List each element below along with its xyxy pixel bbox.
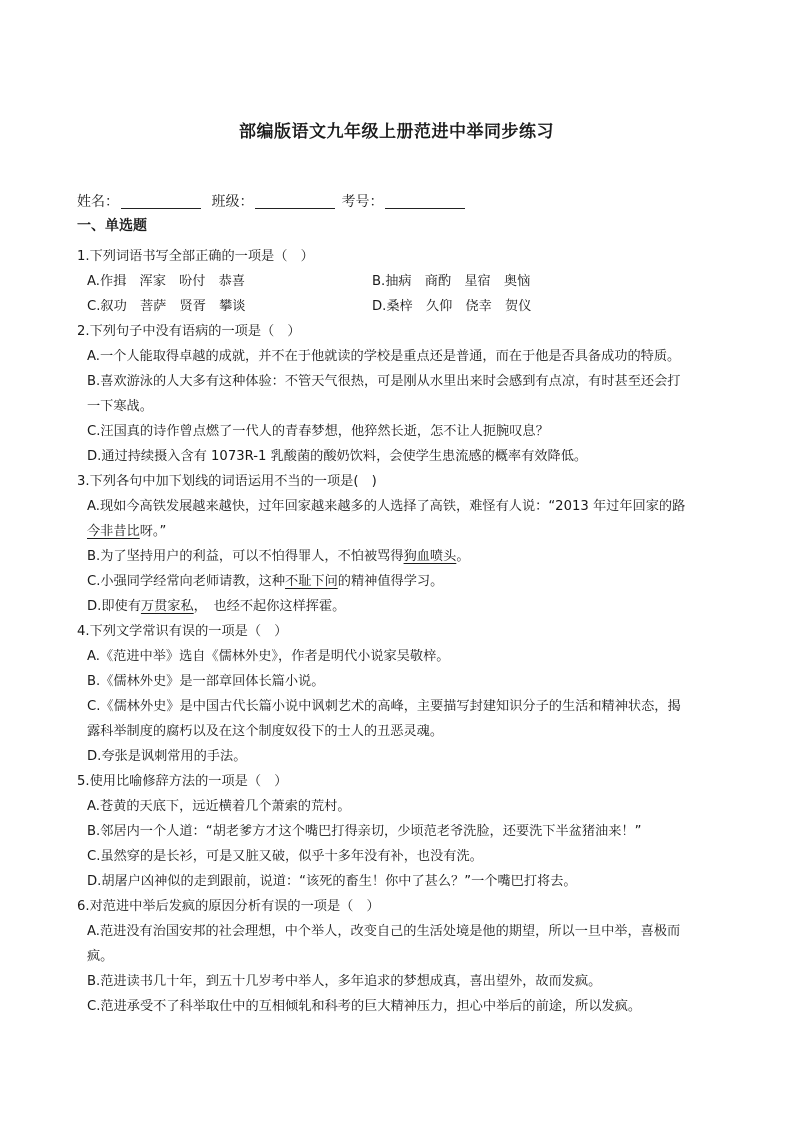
underlined-word: 今非昔比 — [87, 524, 140, 539]
question-5-stem: 5.使用比喻修辞方法的一项是（ ） — [77, 774, 288, 789]
underlined-word: 不耻下问 — [285, 574, 338, 589]
question-4-option-b: B.《儒林外史》是一部章回体长篇小说。 — [87, 674, 325, 689]
question-5-option-d: D.胡屠户凶神似的走到跟前，说道：“该死的畜生！你中了甚么？”一个嘴巴打将去。 — [87, 874, 577, 889]
question-3-option-a-cont: 今非昔比呀。” — [87, 524, 167, 539]
question-2-option-b: B.喜欢游泳的人大多有这种体验：不管天气很热，可是刚从水里出来时会感到有点凉，有时甚至还会打 — [87, 374, 681, 389]
question-1-option-a: A.作揖 浑家 吩付 恭喜 — [87, 274, 246, 289]
question-6-option-a: A.范进没有治国安邦的社会理想，中个举人，改变自己的生活处境是他的期望，所以一旦中举，喜极而 — [87, 924, 681, 939]
class-label: 班级： — [211, 194, 254, 210]
question-3-stem: 3.下列各句中加下划线的词语运用不当的一项是( ) — [77, 474, 377, 489]
question-3-option-a: A.现如今高铁发展越来越快，过年回家越来越多的人选择了高铁，难怪有人说：“2013 年过年回家的路 — [87, 499, 686, 514]
question-6-option-a-cont: 疯。 — [87, 949, 114, 964]
name-blank[interactable] — [121, 194, 201, 209]
question-6-option-c: C.范进承受不了科举取仕中的互相倾轧和科考的巨大精神压力，担心中举后的前途，所以发疯。 — [87, 999, 642, 1014]
question-2-option-b-cont: 一下寒战。 — [87, 399, 153, 414]
class-blank[interactable] — [255, 194, 335, 209]
question-1-option-d: D.桑梓 久仰 侥幸 贺仪 — [372, 299, 532, 314]
question-3-option-d: D.即使有万贯家私， 也经不起你这样挥霍。 — [87, 599, 346, 614]
exam-number-blank[interactable] — [385, 194, 465, 209]
question-4-option-c: C.《儒林外史》是中国古代长篇小说中讽刺艺术的高峰，主要描写封建知识分子的生活和精神状态，揭 — [87, 699, 681, 714]
question-3-option-b: B.为了坚持用户的利益，可以不怕得罪人，不怕被骂得狗血喷头。 — [87, 549, 470, 564]
question-4-option-a: A.《范进中举》选自《儒林外史》，作者是明代小说家吴敬梓。 — [87, 649, 450, 664]
underlined-word: 万贯家私 — [140, 599, 194, 614]
underlined-word: 狗血喷头 — [403, 549, 457, 564]
question-1-option-c: C.叙功 菩萨 贤胥 攀谈 — [87, 299, 246, 314]
student-info-row — [77, 191, 471, 211]
section-title: 一、单选题 — [77, 218, 147, 234]
question-2-stem: 2.下列句子中没有语病的一项是（ ） — [77, 324, 301, 339]
page-title: 部编版语文九年级上册范进中举同步练习 — [239, 122, 554, 142]
question-5-option-b: B.邻居内一个人道：“胡老爹方才这个嘴巴打得亲切，少顷范老爷洗脸，还要洗下半盆猪油来！” — [87, 824, 642, 839]
name-label: 姓名： — [77, 194, 119, 210]
question-6-option-b: B.范进读书几十年，到五十几岁考中举人，多年追求的梦想成真，喜出望外，故而发疯。 — [87, 974, 602, 989]
question-4-stem: 4.下列文学常识有误的一项是（ ） — [77, 624, 288, 639]
question-6-stem: 6.对范进中举后发疯的原因分析有误的一项是（ ） — [77, 899, 380, 914]
question-3-option-c: C.小强同学经常向老师请教，这种不耻下问的精神值得学习。 — [87, 574, 444, 589]
question-5-option-a: A.苍黄的天底下，远近横着几个萧索的荒村。 — [87, 799, 351, 814]
question-2-option-a: A.一个人能取得卓越的成就，并不在于他就读的学校是重点还是普通，而在于他是否具备成功的特质。 — [87, 349, 681, 364]
question-1-stem: 1.下列词语书写全部正确的一项是（ ） — [77, 249, 314, 264]
question-4-option-c-cont: 露科举制度的腐朽以及在这个制度奴役下的士人的丑恶灵魂。 — [87, 724, 444, 739]
question-4-option-d: D.夸张是讽刺常用的手法。 — [87, 749, 247, 764]
exam-number-label: 考号： — [341, 194, 384, 210]
question-5-option-c: C.虽然穿的是长衫，可是又脏又破，似乎十多年没有补，也没有洗。 — [87, 849, 483, 864]
question-2-option-c: C.汪国真的诗作曾点燃了一代人的青春梦想，他猝然长逝，怎不让人扼腕叹息？ — [87, 424, 549, 439]
question-1-option-b: B.抽病 商酌 星宿 奥恼 — [372, 274, 531, 289]
question-2-option-d: D.通过持续摄入含有 1073R-1 乳酸菌的酸奶饮料，会使学生患流感的概率有效降低。 — [87, 449, 588, 464]
